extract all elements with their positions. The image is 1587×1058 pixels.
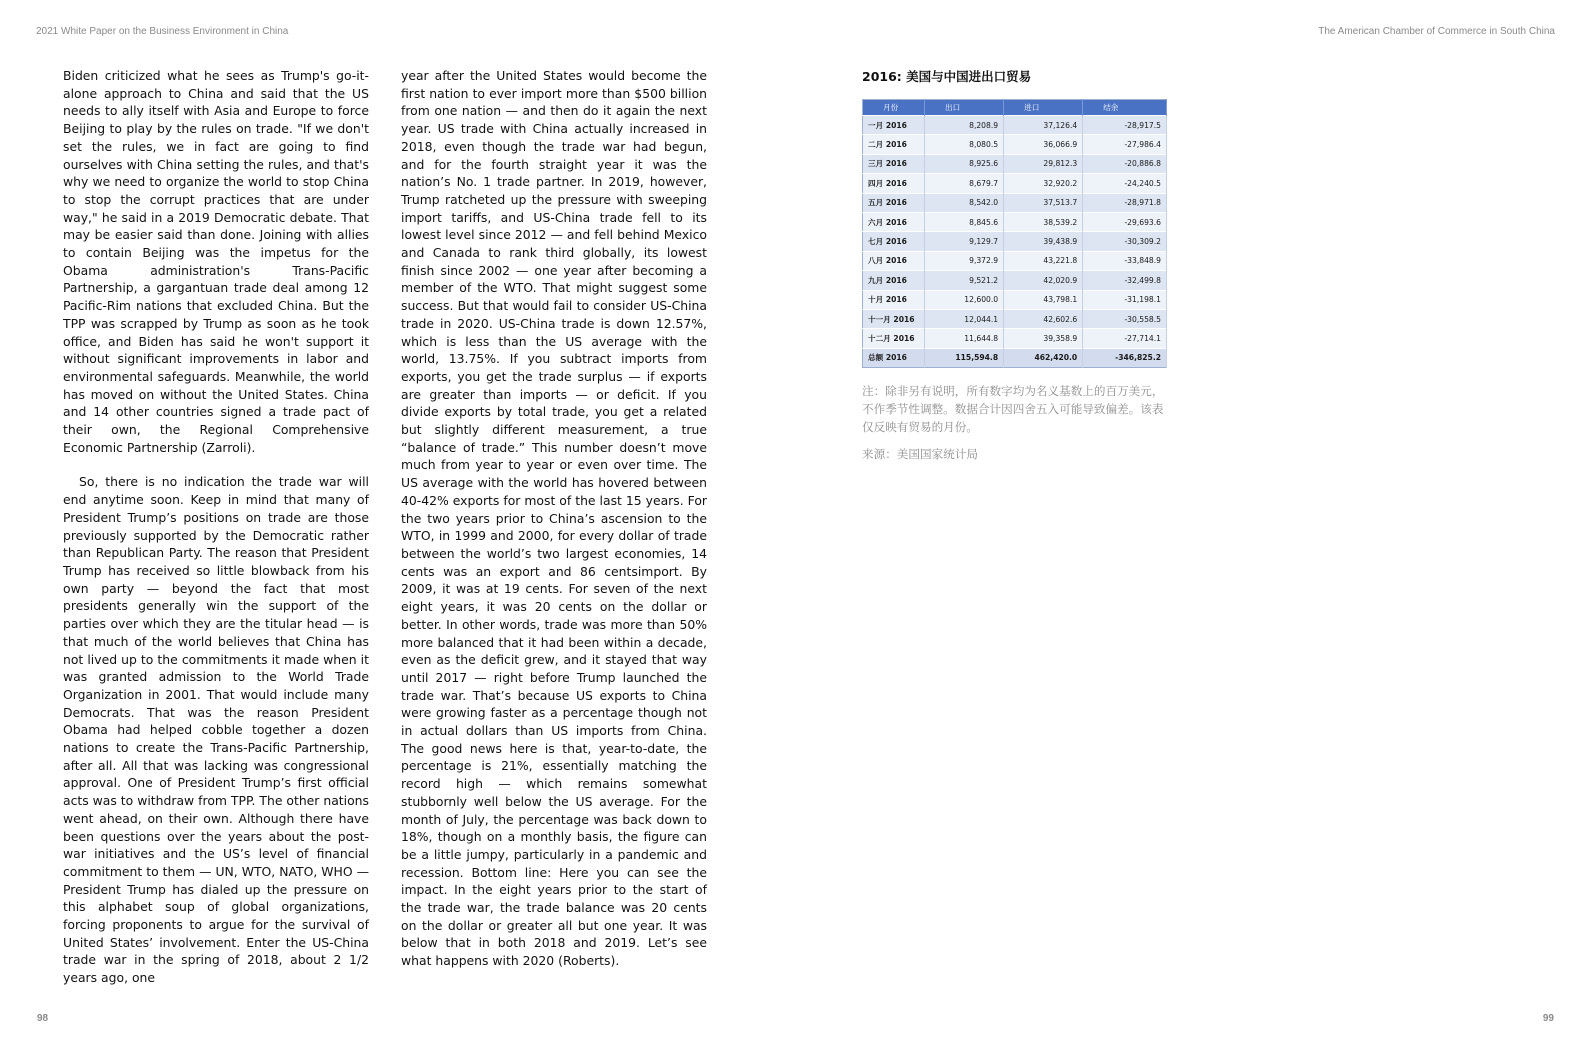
table-row [863,174,1167,193]
month-cell: 四月 2016 [863,174,925,193]
value-cell: -27,986.4 [1083,135,1167,154]
table-row [863,212,1167,231]
value-cell: 32,920.2 [1004,174,1083,193]
value-cell: -32,499.8 [1083,271,1167,290]
value-cell: 8,845.6 [925,212,1004,231]
month-cell: 八月 2016 [863,251,925,270]
value-cell: -31,198.1 [1083,290,1167,309]
month-cell: 三月 2016 [863,154,925,173]
paragraph: So, there is no indication the trade war will end anytime soon. Keep in mind that many of President Trump’s positions on trade are those previously supported by the Democratic rather than Republican Party. The reason that President Trump has received so little blowback from his own party — beyond the fact that most presidents generally win the support of the parties over which they are the titular head — is that much of the world believes that China has not lived up to the commitments it made when it was granted admission to the World Trade Organization in 2001. That would include many Democrats. That was the reason President Obama had helped cobble together a dozen nations to create the Trans-Pacific Partnership, after all. All that was lacking was congressional approval. One of President Trump’s first official acts was to withdraw from TPP. The other nations went ahead, on their own. Although there have been questions over the years about the post-war initiatives and the US’s level of financial commitment to them — UN, WTO, NATO, WHO — President Trump has dialed up the pressure on this alphabet soup of global organizations, forcing proponents to argue for the survival of United States’ involvement. Enter the US-China trade war in the spring of 2018, about 2 1/2 years ago, one [63,474,369,986]
paragraph: year after the United States would become the first nation to ever import more than $500 billion from one nation — and then do it again the next year. US trade with China actually increased in 2018, even though the trade war had begun, and for the fourth straight year it was the nation’s No. 1 trade partner. In 2019, however, Trump ratcheted up the pressure with sweeping import tariffs, and US-China trade fell to its lowest level since 2012 — and fell behind Mexico and Canada to rank third globally, its lowest finish since 2002 — one year after becoming a member of the WTO. That might suggest some success. But that would fail to consider US-China trade in 2020. US-China trade is down 12.57%, which is less than the US average with the world, 13.75%. If you subtract imports from exports, you get the trade surplus — if exports are greater than imports — or deficit. If you divide exports by total trade, you get a related but slightly different measurement, a true “balance of trade.” This number doesn’t move much from year to year or even over time. The US average with the world has hovered between 40-42% exports for most of the last 15 years. For the two years prior to China’s ascension to the WTO, in 1999 and 2000, for every dollar of trade between the world’s two largest economies, 14 cents was an export and 86 centsimport. By 2009, it was at 19 cents. For seven of the next eight years, it was 20 cents on the dollar or better. In other words, trade was more than 50% more balanced that it had been within a decade, even as the deficit grew, and it stayed that way until 2017 — right before Trump launched the trade war. That’s because US exports to China were growing faster as a percentage though not in actual dollars than US imports from China. The good news here is that, year-to-date, the percentage is 21%, essentially matching the record high — which remains somewhat stubbornly well below the US average. For the month of July, the percentage was back down to 18%, though on a monthly basis, the figure can be a little jumpy, particularly in a pandemic and recession. Bottom line: Here you can see the impact. In the eight years prior to the start of the trade war, the trade balance was 20 cents on the dollar or greater all but one year. It was below that in both 2018 and 2019. Let’s see what happens with 2020 (Roberts). [401,68,707,969]
value-cell: 115,594.8 [925,348,1004,367]
table-note: 注：除非另有说明，所有数字均为名义基数上的百万美元，不作季节性调整。数据合计因四舍五入可能导致偏差。该表仅反映有贸易的月份。 [862,384,1164,435]
header-cell: 结余 [1083,100,1167,116]
text-column-middle [401,67,707,970]
value-cell: 43,221.8 [1004,251,1083,270]
value-cell: 29,812.3 [1004,154,1083,173]
value-cell: 43,798.1 [1004,290,1083,309]
table-header-row [863,100,1167,116]
value-cell: 8,080.5 [925,135,1004,154]
value-cell: -28,917.5 [1083,116,1167,135]
table-source: 来源：美国国家统计局 [862,447,978,462]
value-cell: -33,848.9 [1083,251,1167,270]
month-cell: 十月 2016 [863,290,925,309]
table-row [863,271,1167,290]
value-cell: 9,521.2 [925,271,1004,290]
value-cell: 39,438.9 [1004,232,1083,251]
month-cell: 五月 2016 [863,193,925,212]
table-row [863,309,1167,328]
text-column-left [63,67,369,987]
value-cell: -24,240.5 [1083,174,1167,193]
value-cell: -27,714.1 [1083,329,1167,348]
trade-table [862,99,1167,368]
month-cell: 二月 2016 [863,135,925,154]
value-cell: 38,539.2 [1004,212,1083,231]
header-cell: 进口 [1004,100,1083,116]
table-row [863,116,1167,135]
month-cell: 十二月 2016 [863,329,925,348]
table-row [863,135,1167,154]
table-title: 2016: 美国与中国进出口贸易 [862,69,1032,84]
value-cell: 8,679.7 [925,174,1004,193]
month-cell: 十一月 2016 [863,309,925,328]
table-row [863,154,1167,173]
table-total-row [863,348,1167,367]
value-cell: 37,513.7 [1004,193,1083,212]
value-cell: 37,126.4 [1004,116,1083,135]
value-cell: 8,542.0 [925,193,1004,212]
value-cell: -20,886.8 [1083,154,1167,173]
value-cell: -30,309.2 [1083,232,1167,251]
paragraph: Biden criticized what he sees as Trump's go-it-alone approach to China and said that the US needs to ally itself with Asia and Europe to force Beijing to play by the rules on trade. "If we don't set the rules, we in fact are going to find ourselves with China setting the rules, and that's why we need to organize the world to stop China to stop the corrupt practices that are under way," he said in a 2019 Democratic debate. That may be easier said than done. Joining with allies to contain Beijing was the impetus for the Obama administration's Trans-Pacific Partnership, a gargantuan trade deal among 12 Pacific-Rim nations that excluded China. But the TPP was scrapped by Trump as soon as he took office, and Biden has said he won't support it without significant improvements in labor and environmental safeguards. Meanwhile, the world has moved on without the United States. China and 14 other countries signed a trade pact of their own, the Regional Comprehensive Economic Partnership (Zarroli). [63,68,369,455]
page-number-right: 99 [1542,1013,1554,1024]
value-cell: 11,644.8 [925,329,1004,348]
table-row [863,193,1167,212]
table-row [863,232,1167,251]
value-cell: 9,372.9 [925,251,1004,270]
running-header-right: The American Chamber of Commerce in South China [1318,26,1555,37]
value-cell: 8,208.9 [925,116,1004,135]
value-cell: -346,825.2 [1083,348,1167,367]
month-cell: 总额 2016 [863,348,925,367]
header-cell: 月份 [863,100,925,116]
table-row [863,329,1167,348]
value-cell: 8,925.6 [925,154,1004,173]
value-cell: 462,420.0 [1004,348,1083,367]
month-cell: 七月 2016 [863,232,925,251]
month-cell: 六月 2016 [863,212,925,231]
header-cell: 出口 [925,100,1004,116]
value-cell: -29,693.6 [1083,212,1167,231]
page-number-left: 98 [37,1013,49,1024]
value-cell: -30,558.5 [1083,309,1167,328]
value-cell: 36,066.9 [1004,135,1083,154]
table-row [863,290,1167,309]
value-cell: 42,020.9 [1004,271,1083,290]
value-cell: 9,129.7 [925,232,1004,251]
trade-table-block [862,67,1172,462]
value-cell: 39,358.9 [1004,329,1083,348]
table-row [863,251,1167,270]
month-cell: 一月 2016 [863,116,925,135]
month-cell: 九月 2016 [863,271,925,290]
value-cell: 42,602.6 [1004,309,1083,328]
value-cell: 12,600.0 [925,290,1004,309]
value-cell: 12,044.1 [925,309,1004,328]
value-cell: -28,971.8 [1083,193,1167,212]
running-header-left: 2021 White Paper on the Business Environment in China [36,26,289,37]
